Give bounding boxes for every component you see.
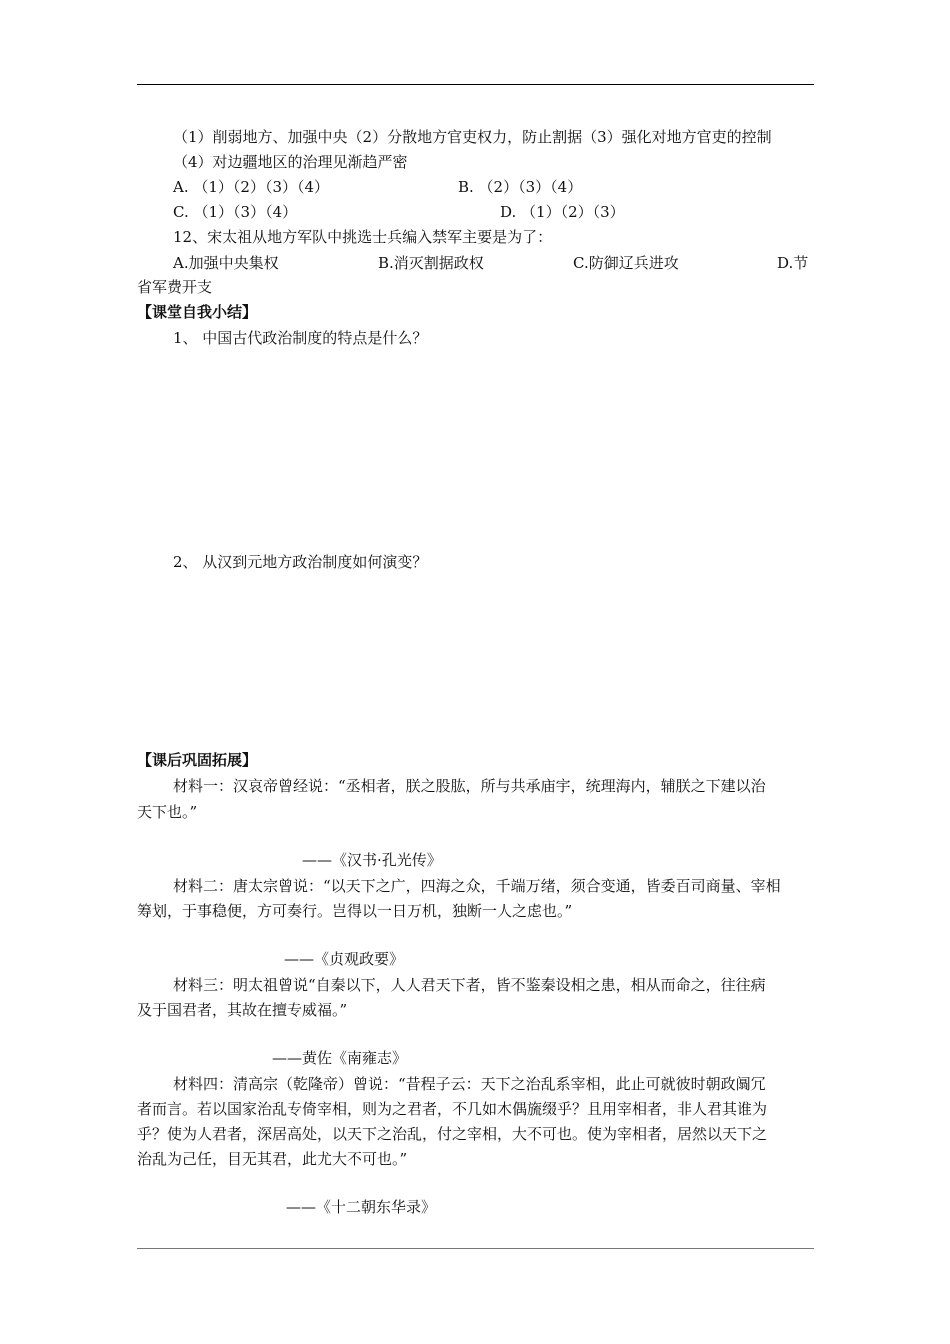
q11-option-d: D. （1）（2）（3） bbox=[500, 203, 625, 221]
summary-question-1: 1、 中国古代政治制度的特点是什么？ bbox=[173, 329, 428, 347]
extension-heading: 【课后巩固拓展】 bbox=[137, 751, 258, 769]
q12-option-d-continued: 省军费开支 bbox=[137, 278, 213, 296]
q12-stem: 12、宋太祖从地方军队中挑选士兵编入禁军主要是为了： bbox=[173, 228, 553, 246]
q12-option-c: C.防御辽兵进攻 bbox=[573, 254, 679, 272]
q12-option-b: B.消灭割据政权 bbox=[378, 254, 484, 272]
material-1-line1: 材料一：汉哀帝曾经说：“丞相者，朕之股肱，所与共承庙宇，统理海内，辅朕之下建以治 bbox=[173, 777, 766, 795]
material-4-line2: 者而言。若以国家治乱专倚宰相，则为之君者，不几如木偶旒缀乎？且用宰相者，非人君其谁为 bbox=[137, 1100, 768, 1118]
material-3-line1: 材料三：明太祖曾说“自秦以下，人人君天下者，皆不鉴秦设相之患，相从而命之，往往病 bbox=[173, 976, 766, 994]
q12-option-a: A.加强中央集权 bbox=[173, 254, 279, 272]
material-3-source: ——黄佐《南雍志》 bbox=[272, 1049, 408, 1067]
material-2-source: ——《贞观政要》 bbox=[284, 950, 405, 968]
footer-rule bbox=[137, 1248, 814, 1249]
header-rule bbox=[137, 84, 814, 85]
q11-option-a: A. （1）（2）（3）（4） bbox=[173, 178, 330, 196]
material-4-line3: 乎？使为人君者，深居高处，以天下之治乱，付之宰相，大不可也。使为宰相者，居然以天下之 bbox=[137, 1125, 768, 1143]
q11-stem-line1: （1）削弱地方、加强中央（2）分散地方官吏权力，防止割据（3）强化对地方官吏的控制 bbox=[173, 128, 772, 146]
material-2-line2: 筹划，于事稳便，方可奏行。岂得以一日万机，独断一人之虑也。” bbox=[137, 902, 573, 920]
summary-heading: 【课堂自我小结】 bbox=[137, 303, 258, 321]
material-4-source: ——《十二朝东华录》 bbox=[286, 1198, 437, 1216]
q11-stem-line2: （4）对边疆地区的治理见渐趋严密 bbox=[173, 153, 408, 171]
material-1-line2: 天下也。” bbox=[137, 803, 198, 821]
material-2-line1: 材料二：唐太宗曾说：“以天下之广，四海之众，千端万绪，须合变通，皆委百司商量、宰相 bbox=[173, 877, 781, 895]
material-1-source: ——《汉书·孔光传》 bbox=[302, 851, 442, 869]
q12-option-d: D.节 bbox=[777, 254, 809, 272]
material-3-line2: 及于国君者，其故在擅专威福。” bbox=[137, 1001, 348, 1019]
summary-question-2: 2、 从汉到元地方政治制度如何演变？ bbox=[173, 553, 428, 571]
material-4-line1: 材料四：清高宗（乾隆帝）曾说：“昔程子云：天下之治乱系宰相，此止可就彼时朝政阘冗 bbox=[173, 1075, 766, 1093]
material-4-line4: 治乱为己任，目无其君，此尤大不可也。” bbox=[137, 1150, 408, 1168]
q11-option-c: C. （1）（3）（4） bbox=[173, 203, 298, 221]
q11-option-b: B. （2）（3）（4） bbox=[458, 178, 583, 196]
